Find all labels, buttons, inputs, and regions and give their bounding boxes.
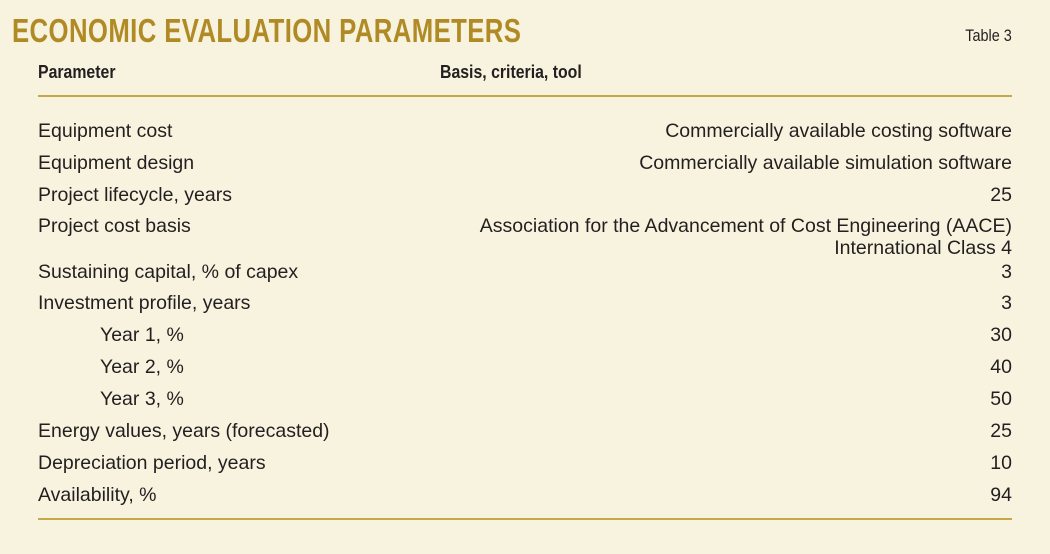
column-header-basis: Basis, criteria, tool xyxy=(440,62,582,82)
value-cell: Commercially available costing software xyxy=(665,120,1012,142)
value-cell: Commercially available simulation software xyxy=(639,152,1012,174)
value-cell xyxy=(480,215,1012,259)
column-header-parameter: Parameter xyxy=(38,62,116,82)
value-line-2: International Class 4 xyxy=(834,237,1012,259)
parameter-cell: Equipment design xyxy=(38,152,195,174)
parameter-cell: Equipment cost xyxy=(38,120,173,142)
value-cell: 3 xyxy=(1001,261,1012,283)
table-title: ECONOMIC EVALUATION PARAMETERS xyxy=(12,12,522,49)
parameter-cell: Investment profile, years xyxy=(38,292,251,314)
parameter-cell: Depreciation period, years xyxy=(38,452,266,474)
parameter-cell: Energy values, years (forecasted) xyxy=(38,420,330,442)
parameter-cell: Availability, % xyxy=(38,484,157,506)
parameter-cell: Project lifecycle, years xyxy=(38,184,232,206)
parameter-cell: Project cost basis xyxy=(38,215,191,237)
parameter-cell: Year 3, % xyxy=(100,388,184,410)
parameter-cell: Year 2, % xyxy=(100,356,184,378)
value-cell: 40 xyxy=(990,356,1012,378)
value-line-1: Association for the Advancement of Cost Engineering (AACE) xyxy=(479,215,1012,237)
parameter-cell: Year 1, % xyxy=(100,324,184,346)
value-cell: 25 xyxy=(990,184,1012,206)
value-cell: 50 xyxy=(990,388,1012,410)
parameter-cell: Sustaining capital, % of capex xyxy=(38,261,299,283)
value-cell: 30 xyxy=(990,324,1012,346)
table-number-label: Table 3 xyxy=(965,26,1012,45)
value-cell: 25 xyxy=(990,420,1012,442)
value-cell: 10 xyxy=(990,452,1012,474)
footer-divider xyxy=(38,518,1012,520)
value-cell: 94 xyxy=(990,484,1012,506)
value-cell: 3 xyxy=(1001,292,1012,314)
